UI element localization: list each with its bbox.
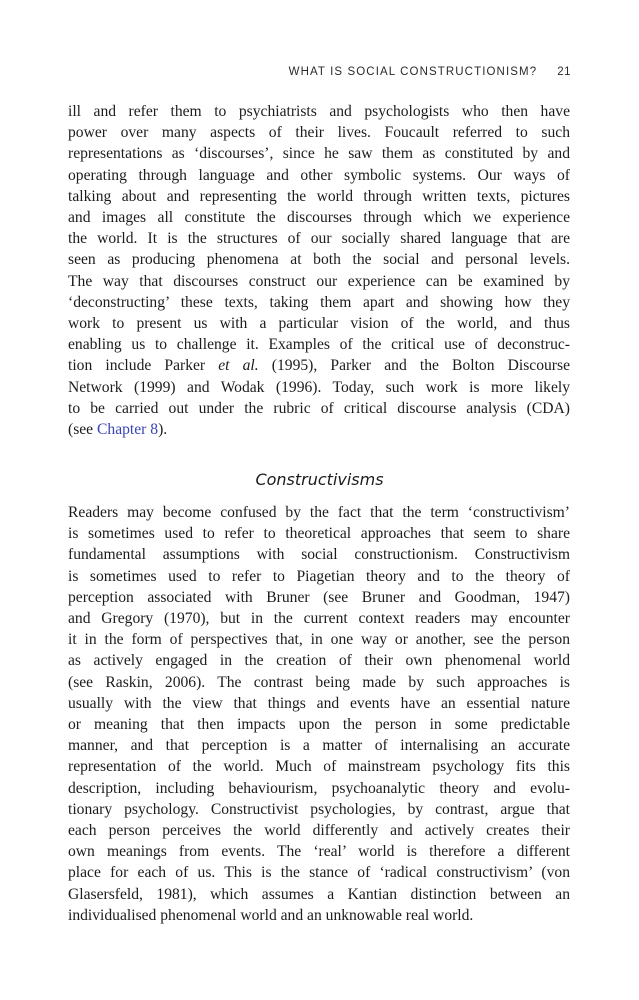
text-line: talking about and representing the world through written texts, pictures	[68, 187, 570, 205]
text-line: power over many aspects of their lives. Foucault referred to such	[68, 124, 570, 142]
text-line: ‘deconstructing’ these texts, taking them apart and showing how they	[68, 293, 570, 311]
text-line: individualised phenomenal world and an unknowable real world.	[68, 906, 474, 924]
section-heading: Constructivisms	[255, 470, 384, 489]
paragraph-2	[68, 502, 570, 926]
text-line: manner, and that perception is a matter of internalising an accurate	[68, 737, 570, 755]
text-line: the world. It is the structures of our socially shared language that are	[68, 230, 570, 248]
text-fragment: (1995), Parker and the Bolton Discourse	[258, 357, 570, 375]
text-line: ill and refer them to psychiatrists and psychologists who then have	[68, 103, 570, 120]
text-line: Readers may become confused by the fact that the term ‘constructivism’	[68, 504, 570, 521]
text-line: place for each of us. This is the stance of ‘radical constructivism’ (von	[68, 864, 570, 882]
text-line	[68, 419, 570, 440]
running-head	[68, 66, 571, 78]
text-line: it in the form of perspectives that, in one way or another, see the person	[68, 631, 570, 649]
text-line: enabling us to challenge it. Examples of the critical use of deconstruc-	[68, 336, 570, 354]
text-line: seen as producing phenomena at both the social and personal levels.	[68, 251, 570, 269]
text-line: or meaning that then impacts upon the person in some predictable	[68, 716, 570, 734]
text-line: tionary psychology. Constructivist psychologies, by contrast, argue that	[68, 800, 570, 818]
text-fragment: ).	[158, 421, 168, 439]
text-line: is sometimes used to refer to theoretical approaches that seem to share	[68, 525, 570, 543]
text-line: perception associated with Bruner (see Bruner and Goodman, 1947)	[68, 588, 570, 606]
text-line: and Gregory (1970), but in the current context readers may encounter	[68, 610, 570, 628]
text-line: as actively engaged in the creation of their own phenomenal world	[68, 652, 570, 670]
text-line: Network (1999) and Wodak (1996). Today, such work is more likely	[68, 378, 570, 396]
text-line: representations as ‘discourses’, since he saw them as constituted by and	[68, 145, 570, 163]
text-line: The way that discourses construct our experience can be examined by	[68, 272, 570, 290]
chapter-8-link[interactable]: Chapter 8	[97, 421, 159, 439]
text-fragment: tion include Parker	[68, 357, 219, 375]
paragraph-1	[68, 101, 570, 440]
text-line: is sometimes used to refer to Piagetian theory and to the theory of	[68, 567, 570, 585]
text-line: (see Raskin, 2006). The contrast being made by such approaches is	[68, 673, 570, 691]
text-line: Glasersfeld, 1981), which assumes a Kantian distinction between an	[68, 885, 570, 903]
text-line: operating through language and other symbolic systems. Our ways of	[68, 166, 570, 184]
text-line: representation of the world. Much of mainstream psychology fits this	[68, 758, 570, 776]
text-line	[68, 355, 570, 376]
running-head-title: WHAT IS SOCIAL CONSTRUCTIONISM?	[288, 66, 538, 78]
text-line: to be carried out under the rubric of critical discourse analysis (CDA)	[68, 399, 570, 417]
text-line: and images all constitute the discourses through which we experience	[68, 209, 570, 227]
text-line: work to present us with a particular vision of the world, and thus	[68, 315, 570, 333]
text-line: own meanings from events. The ‘real’ world is therefore a different	[68, 843, 570, 861]
text-line: description, including behaviourism, psychoanalytic theory and evolu-	[68, 779, 570, 797]
page-number: 21	[557, 66, 571, 78]
et-al-italic: et al.	[218, 357, 259, 375]
text-fragment: (see	[68, 421, 98, 439]
text-line: fundamental assumptions with social constructionism. Constructivism	[68, 546, 570, 564]
text-line: usually with the view that things and events have an essential nature	[68, 694, 570, 712]
text-line: each person perceives the world differently and actively creates their	[68, 822, 570, 840]
